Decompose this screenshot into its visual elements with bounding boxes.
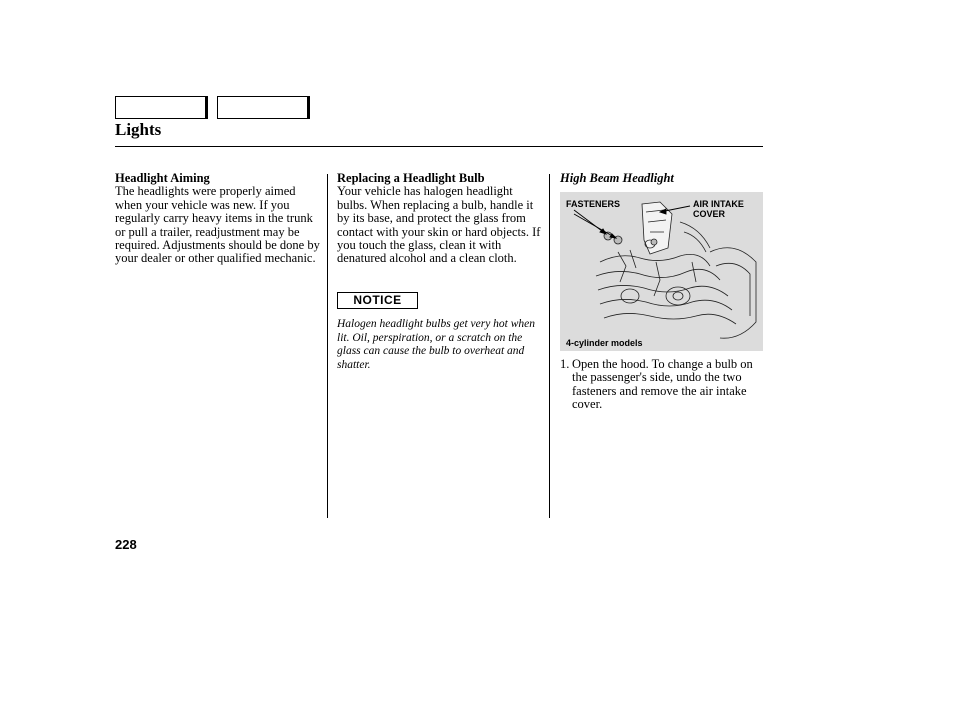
- step-text: Open the hood. To change a bulb on the passenger's side, undo the two fasteners and remove the air intake cover.: [572, 357, 753, 412]
- section-heading-replacing-bulb: Replacing a Headlight Bulb: [337, 171, 485, 185]
- notice-badge: NOTICE: [337, 292, 418, 309]
- section-body-headlight-aiming: The headlights were properly aimed when your vehicle was new. If you regularly carry heavy items in the trunk or pull a trailer, readjustment may be required. Adjustments should be done by your dealer or other qualified mechanic.: [115, 184, 320, 266]
- title-rule: [115, 146, 763, 147]
- nav-box-previous[interactable]: [115, 96, 208, 119]
- section-heading-high-beam: High Beam Headlight: [560, 171, 674, 185]
- figure-caption: 4-cylinder models: [566, 338, 643, 348]
- step-item: [560, 358, 763, 412]
- label-fasteners: FASTENERS: [566, 199, 621, 209]
- page-title: Lights: [115, 120, 162, 139]
- label-air-intake-line1: AIR INTAKE: [693, 199, 744, 209]
- column-headlight-aiming: [115, 172, 320, 266]
- column-replacing-bulb: [337, 172, 545, 266]
- step-number: 1.: [560, 357, 570, 371]
- nav-box-next[interactable]: [217, 96, 310, 119]
- engine-drawing: [560, 192, 763, 351]
- notice-text: Halogen headlight bulbs get very hot when lit. Oil, perspiration, or a scratch on the glass can cause the bulb to overheat and shatter.: [337, 318, 536, 371]
- label-air-intake-line2: COVER: [693, 209, 726, 219]
- column-divider: [549, 174, 550, 518]
- engine-illustration: [560, 192, 763, 351]
- column-divider: [327, 174, 328, 518]
- column-high-beam: [560, 172, 763, 185]
- section-body-replacing-bulb: Your vehicle has halogen headlight bulbs. When replacing a bulb, handle it by its base, and protect the glass from contact with your skin or hard objects. If you touch the glass, clean it with denatured alcohol and a clean cloth.: [337, 184, 541, 266]
- section-heading-headlight-aiming: Headlight Aiming: [115, 171, 210, 185]
- steps-list: [560, 358, 763, 412]
- page-number: 228: [115, 537, 137, 552]
